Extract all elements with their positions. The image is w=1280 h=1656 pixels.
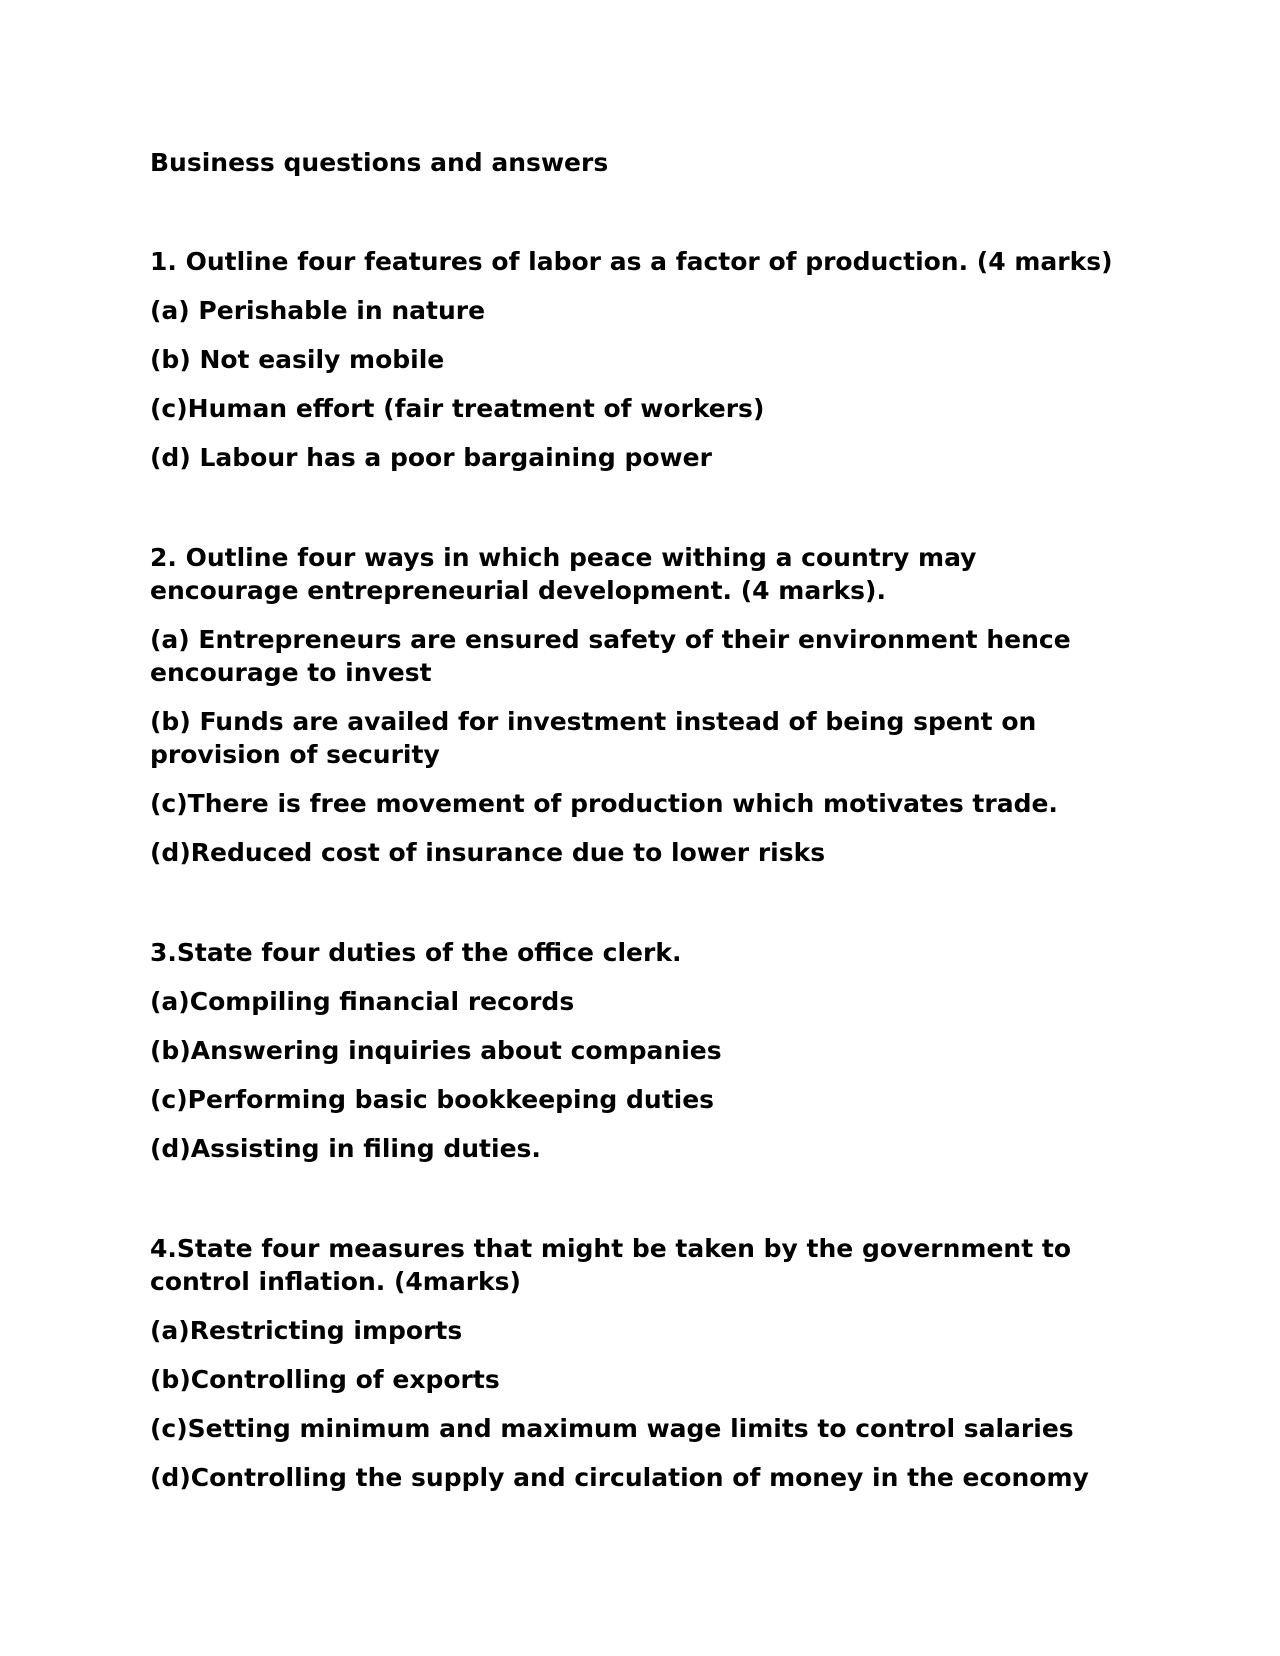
document-title: Business questions and answers	[150, 148, 609, 177]
answer-item: (b)Controlling of exports	[150, 1365, 500, 1394]
answer-item: (d)Controlling the supply and circulation of money in the economy	[150, 1463, 1089, 1492]
answer-item: (a)Restricting imports	[150, 1316, 463, 1345]
answer-item: (c)There is free movement of production which motivates trade.	[150, 789, 1058, 818]
question-text: 1. Outline four features of labor as a factor of production. (4 marks)	[150, 247, 1113, 276]
answer-item: (a) Entrepreneurs are ensured safety of their environment hence encourage to invest	[150, 625, 1071, 687]
question-block-2	[150, 541, 1130, 869]
answer-item: (c)Setting minimum and maximum wage limits to control salaries	[150, 1414, 1074, 1443]
answer-item: (b) Not easily mobile	[150, 345, 445, 374]
document-body	[150, 146, 1130, 1494]
question-block-3	[150, 936, 1130, 1165]
question-text: 2. Outline four ways in which peace withing a country may encourage entrepreneurial development. (4 marks).	[150, 543, 977, 605]
question-text: 3.State four duties of the office clerk.	[150, 938, 682, 967]
answer-item: (d)Assisting in filing duties.	[150, 1134, 541, 1163]
question-block-4	[150, 1232, 1130, 1494]
answer-item: (c)Performing basic bookkeeping duties	[150, 1085, 715, 1114]
answer-item: (b) Funds are availed for investment instead of being spent on provision of security	[150, 707, 1037, 769]
question-block-1	[150, 245, 1130, 474]
answer-item: (d)Reduced cost of insurance due to lower risks	[150, 838, 826, 867]
answer-item: (a)Compiling financial records	[150, 987, 575, 1016]
answer-item: (a) Perishable in nature	[150, 296, 486, 325]
question-text: 4.State four measures that might be taken by the government to control inflation. (4marks)	[150, 1234, 1071, 1296]
answer-item: (c)Human effort (fair treatment of workers)	[150, 394, 765, 423]
answer-item: (b)Answering inquiries about companies	[150, 1036, 722, 1065]
answer-item: (d) Labour has a poor bargaining power	[150, 443, 712, 472]
